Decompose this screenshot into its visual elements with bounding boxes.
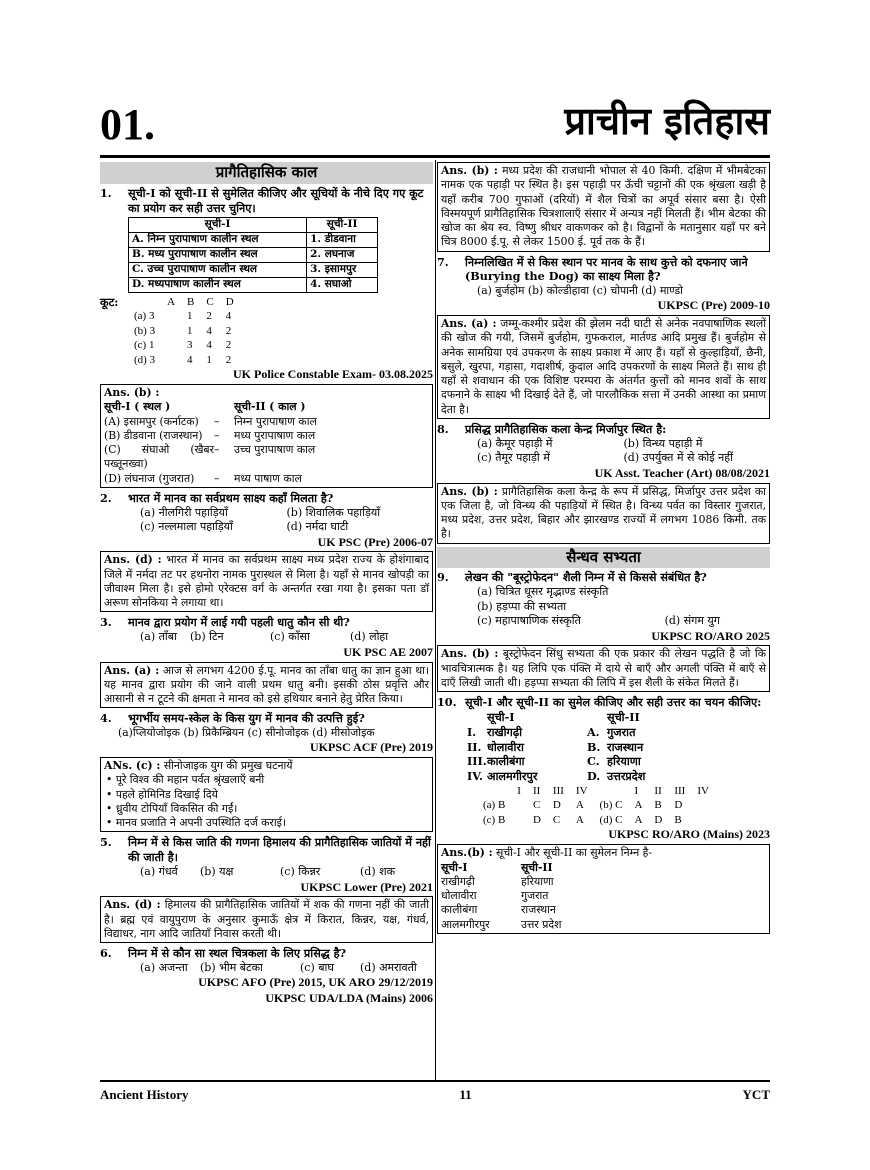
codes-table — [128, 295, 240, 368]
footer — [100, 1086, 770, 1103]
answer-box-2 — [100, 551, 433, 612]
answer-box-3 — [100, 662, 433, 709]
option: (c) नल्लमाला पहाड़ियाँ — [140, 520, 233, 534]
ans-header: सूची-II — [521, 860, 553, 874]
section-heading-prehistoric: प्रागैतिहासिक काल — [100, 162, 433, 184]
code-cell: (d) C — [599, 813, 623, 826]
question-text: मानव द्वारा प्रयोग में लाई गयी पहली धातु कौन सी थी? — [128, 615, 350, 630]
exam-source: UK Asst. Teacher (Art) 08/08/2021 — [594, 465, 770, 480]
question-text: सूची-I को सूची-II से सुमेलित कीजिए और सूचियों के नीचे दिए गए कूट का प्रयोग कर सही उत्तर चुनिए। — [128, 185, 424, 215]
exam-source: UKPSC RO/ARO 2025 — [651, 628, 770, 643]
option: (b) टिन — [190, 630, 224, 644]
question-text: निम्न में से कौन सा स्थल चित्रकला के लिए प्रसिद्ध है? — [128, 946, 347, 961]
code-cell: A — [634, 813, 643, 826]
options — [437, 585, 770, 629]
code-cell: 2 — [206, 310, 212, 323]
code-cell: 4 — [225, 310, 232, 323]
code-cell: (d) 3 — [134, 353, 156, 366]
question-number: 4. — [100, 711, 112, 726]
code-cell: D — [552, 799, 561, 812]
code-head: I — [634, 784, 639, 797]
code-cell: 2 — [225, 353, 232, 366]
answer-text: बूस्ट्रोफेदन सिंधु सभ्यता की एक प्रकार की लेखन पद्धति है जो कि भावचित्रात्मक है। यह लिपि एक पंक्ति में दाये से बाएँ और अगली पंक्ति में बाएँ से दाएँ लिखी जाती थी। हड़प्पा सभ्यता की लिपि में इस शैली के संकेत मिलते हैं। — [441, 647, 766, 689]
option: (c) काँसा — [270, 630, 310, 644]
options — [100, 506, 433, 535]
table-cell: B. मध्य पुरापाषाण कालीन स्थल — [129, 248, 307, 263]
list-cell: राजस्थान — [607, 739, 644, 754]
answer-box-8 — [437, 483, 770, 544]
answer-text: आज से लगभग 4200 ई.पू. मानव का ताँबा धातु का ज्ञान हुआ था। यह मानव द्वारा प्रयोग की जाने वाली प्रथम धातु बनी। इसकी ठोस प्रवृत्ति और आसानी से न टूटने की क्षमता ने मानव को इसे हथियार बनाने हेतु प्रेरित किया। — [104, 663, 430, 706]
list-cell: धोलावीरा — [487, 739, 524, 754]
table-header: सूची-II — [307, 218, 378, 233]
code-cell: 4 — [187, 353, 193, 366]
match-table — [128, 217, 378, 292]
ans-cell: राखीगढ़ी — [441, 874, 475, 888]
ans-cell: (D) लंघनाज (गुजरात) — [104, 471, 195, 485]
code-cell: (a) B — [483, 799, 506, 812]
question-text: सूची-I और सूची-II का सुमेल कीजिए और सही उत्तर का चयन कीजिए: — [465, 695, 762, 710]
answer-box-7 — [437, 315, 770, 419]
option: (d) शक — [360, 865, 396, 878]
option: (b) यक्ष — [200, 865, 234, 878]
code-cell: C — [532, 799, 541, 812]
option: (d) लोहा — [350, 630, 389, 644]
answer-box-1 — [100, 384, 433, 488]
code-cell: (b) 3 — [134, 324, 156, 337]
ans-header: सूची-I ( स्थल ) — [104, 400, 171, 414]
list-header: सूची-I — [487, 710, 515, 725]
code-head: C — [206, 295, 214, 308]
table-cell: 2. लघनाज — [307, 248, 378, 263]
code-head: A — [167, 295, 176, 308]
question-number: 7. — [437, 254, 449, 269]
code-cell: D — [674, 799, 683, 812]
list-cell: राखीगढ़ी — [487, 724, 523, 739]
question-1 — [100, 186, 433, 216]
exam-source: UK PSC (Pre) 2006-07 — [317, 534, 433, 549]
question-text: प्रसिद्ध प्रागैतिहासिक कला केन्द्र मिर्जापुर स्थित है: — [465, 421, 667, 436]
option: (a) कैमूर पहाड़ी में — [477, 436, 553, 450]
option: (a) चित्रित धूसर मृद्भाण्ड संस्कृति — [477, 585, 609, 599]
left-column — [100, 162, 433, 1007]
option: (b) विन्ध्य पहाड़ी में — [623, 436, 703, 450]
list-cell: D. — [587, 769, 601, 784]
answer-text: जम्मू-कश्मीर प्रदेश की झेलम नदी घाटी से अनेक नवपाषाणिक स्थलों की खोज की गयी, जिसमें बुर्जहोम, गुफकराल, मार्तण्ड आदि प्रमुख हैं। बुर्जहोम से अनेक सामग्रिया एवं उपकरण के साक्ष्य प्रकाश में आए हैं। यहाँ से कुल्हाड़ियाँ, छैनी, बसुले, खुरपा, गड़ासा, गदाशीर्ष, कुदाल आदि उपकरणों के साक्ष्य मिलते हैं। साथ ही यहाँ से शवाधान की एक विशिष्ट परम्परा के अंतर्गत कुत्तों को मानव शवों के साथ दफनाने के साक्ष्य भी दिखाई देते हैं, जो पारलौकिक सत्ता में उनकी आस्था का प्रमाण देता है। — [441, 317, 766, 416]
code-cell: 1 — [187, 324, 193, 337]
table-cell: D. मध्यपाषाण कालीन स्थल — [129, 277, 307, 292]
answer-label: Ans.(b) : — [441, 846, 493, 860]
ans-cell: कालीबंगा — [441, 903, 478, 917]
question-7 — [437, 255, 770, 285]
question-3 — [100, 615, 433, 630]
ans-header: सूची-II ( काल ) — [234, 400, 306, 414]
ans-header: सूची-I — [441, 860, 468, 874]
answer-box-9 — [437, 645, 770, 692]
option: (a) अजन्ता — [140, 960, 188, 974]
list-cell: IV. — [467, 769, 483, 784]
answer-label: ANs. (c) : — [104, 759, 161, 773]
option: (a) गंधर्व — [140, 865, 178, 878]
question-text: निम्न में से किस जाति की गणना हिमालय की प्रागैतिहासिक जातियों में नहीं की जाती है। — [128, 835, 431, 865]
bullet-item: • मानव प्रजाति ने अपनी उपस्थिति दर्ज कराई। — [106, 816, 287, 830]
code-cell: D — [654, 813, 663, 826]
question-8 — [437, 422, 770, 437]
list-cell: आलमगीरपुर — [487, 769, 538, 784]
options — [100, 865, 433, 880]
question-number: 8. — [437, 421, 449, 436]
table-cell: 3. इसामपुर — [307, 262, 378, 277]
question-text: भूगर्भीय समय-स्केल के किस युग में मानव की उत्पत्ति हुई? — [128, 711, 365, 726]
footer-rule — [100, 1080, 770, 1082]
options — [100, 961, 433, 976]
ans-cell: राजस्थान — [521, 903, 556, 917]
option: (b) भीम बेटका — [200, 960, 263, 974]
match-list — [437, 710, 770, 784]
answer-box-5 — [100, 896, 433, 943]
option: (c) महापाषाणिक संस्कृति — [477, 614, 581, 628]
question-number: 9. — [437, 570, 449, 585]
ans-cell: (A) इसामपुर (कर्नाटक) — [104, 414, 199, 428]
options: (a) बुर्जहोम (b) कोल्डीहावा (c) चोपानी (d) माण्डो — [477, 284, 683, 298]
code-cell: (c) 1 — [134, 339, 155, 352]
chapter-number: 01. — [100, 100, 155, 149]
answer-text: प्रागैतिहासिक कला केन्द्र के रूप में प्रसिद्ध, मिर्जापुर उत्तर प्रदेश का एक जिला है, जो विन्ध्य की पहाड़ियों में स्थित है। विन्ध्य पर्वत का विस्तार गुजरात, मध्य प्रदेश, उत्तर प्रदेश, बिहार और झारखण्ड राज्यों में लगभग 1086 किमी. तक है। — [441, 484, 766, 541]
code-cell: A — [575, 813, 584, 826]
answer-label: Ans. (b) : — [441, 647, 499, 661]
code-label: कूट: — [100, 294, 119, 309]
ans-cell: आलमगीरपुर — [441, 917, 490, 931]
question-number: 5. — [100, 835, 112, 850]
code-cell: B — [674, 813, 682, 826]
option: (d) संगम युग — [664, 614, 720, 628]
answer-label: Ans. (b) : — [441, 164, 498, 177]
code-cell: C — [552, 813, 561, 826]
question-4 — [100, 711, 433, 726]
question-number: 1. — [100, 185, 112, 200]
list-cell: II. — [467, 739, 482, 754]
exam-source: UKPSC ACF (Pre) 2019 — [310, 740, 433, 755]
code-cell: (a) 3 — [134, 310, 155, 323]
answer-box-10 — [437, 844, 770, 934]
code-head: IV — [697, 784, 709, 797]
code-cell: A — [634, 799, 643, 812]
options — [100, 630, 433, 645]
answer-box-6 — [437, 162, 770, 252]
answer-label: Ans. (b) : — [441, 484, 498, 498]
column-divider — [435, 160, 436, 1080]
table-cell: 4. सघाओ — [307, 277, 378, 292]
ans-cell: हरियाणा — [521, 874, 554, 888]
question-number: 2. — [100, 490, 112, 505]
exam-source: UK Police Constable Exam- 03.08.2025 — [233, 367, 433, 382]
option: (a) ताँबा — [140, 630, 177, 644]
ans-cell: – — [214, 414, 220, 428]
options: (a)प्लियोजोइक (b) प्रिकैम्ब्रियन (c) सीनोजोइक (d) मीसोजोइक — [118, 726, 375, 740]
right-column — [437, 162, 770, 937]
bullet-item: • ध्रुवीय टोपियाँ विकसित की गईं। — [106, 801, 238, 815]
answer-label: Ans. (d) : — [104, 898, 161, 912]
ans-cell: (B) डीडवाना (राजस्थान) — [104, 428, 203, 442]
exam-source: UKPSC UDA/LDA (Mains) 2006 — [265, 991, 433, 1006]
code-head: II — [654, 784, 662, 797]
question-text: लेखन की "बूस्ट्रोफेदन" शैली निम्न में से किससे संबंधित है? — [465, 570, 707, 585]
ans-cell: निम्न पुरापाषाण काल — [234, 414, 317, 428]
question-text: निम्नलिखित में से किस स्थान पर मानव के साथ कुत्ते को दफनाए जाने (Burying the Dog) का साक्ष्य मिला है? — [465, 254, 748, 284]
code-cell: B — [654, 799, 662, 812]
list-cell: गुजरात — [607, 724, 636, 739]
ans-cell: धोलावीरा — [441, 889, 477, 903]
code-cell: 1 — [187, 310, 193, 323]
table-cell: A. निम्न पुरापाषाण कालीन स्थल — [129, 233, 307, 248]
code-cell: 4 — [206, 339, 212, 352]
code-head: II — [532, 784, 541, 797]
option: (d) उपर्युक्त में से कोई नहीं — [623, 451, 733, 465]
option: (c) तैमूर पहाड़ी में — [477, 451, 550, 465]
code-cell: (c) B — [483, 813, 506, 826]
code-cell: 4 — [206, 324, 212, 337]
question-2 — [100, 491, 433, 506]
options — [437, 437, 770, 466]
answer-label: Ans. (b) : — [104, 386, 160, 400]
option: (c) किन्नर — [280, 865, 321, 878]
option: (c) बाघ — [300, 960, 334, 974]
ans-cell: मध्य पुरापाषाण काल — [234, 428, 316, 442]
option: (b) हड़प्पा की सभ्यता — [477, 599, 567, 613]
ans-cell: गुजरात — [521, 889, 549, 903]
list-cell: कालीबंगा — [487, 754, 525, 769]
code-cell: 1 — [206, 353, 212, 366]
ans-cell: – — [214, 428, 220, 442]
option: (b) शिवालिक पहाड़ियाँ — [286, 505, 381, 519]
chapter-title: प्राचीन इतिहास — [564, 99, 770, 143]
exam-source: UK PSC AE 2007 — [343, 644, 433, 659]
answer-text: मध्य प्रदेश की राजधानी भोपाल से 40 किमी. दक्षिण में भीमबेटका नामक एक पहाड़ी पर स्थित है। इस पहाड़ी पर ऊँची चट्टानों की एक श्रृंखला खड़ी है यहाँ करीब 700 गुफाओं (दरियों) में शैल चित्रों का अपूर्व संसार बसा है। ऐसी विस्मयपूर्ण प्रागैतिहासिक चित्रशालाएँ संसार में अन्यत्र नहीं मिलती हैं। भीम बेटका की खोज का श्रेय स्व. विष्णु श्रीधर वाकणकर को है। विद्वानों के मतानुसार यहाँ पर बने चित्र 8000 ई.पू. से लेकर 1500 ई. पूर्व तक के हैं। — [441, 164, 767, 249]
header-rule — [100, 155, 770, 158]
code-head: D — [225, 295, 234, 308]
list-cell: III. — [467, 754, 487, 769]
answer-label: Ans. (a) : — [441, 317, 497, 331]
list-cell: I. — [467, 724, 477, 739]
ans-cell: उत्तर प्रदेश — [521, 917, 562, 931]
code-cell: (b) C — [599, 799, 623, 812]
exam-source: UKPSC RO/ARO (Mains) 2023 — [608, 827, 770, 842]
table-cell: C. उच्च पुरापाषाण कालीन स्थल — [129, 262, 307, 277]
code-cell: 3 — [187, 339, 193, 352]
question-5 — [100, 835, 433, 865]
answer-intro: सीनोजाइक युग की प्रमुख घटनायें — [163, 759, 293, 773]
ans-cell: मध्य पाषाण काल — [234, 471, 302, 485]
code-head: III — [552, 784, 564, 797]
list-cell: A. — [587, 724, 600, 739]
question-number: 6. — [100, 946, 112, 961]
question-9 — [437, 570, 770, 585]
code-head: B — [187, 295, 195, 308]
codes-table — [477, 784, 715, 828]
list-cell: C. — [587, 754, 600, 769]
list-cell: हरियाणा — [607, 754, 641, 769]
list-header: सूची-II — [607, 710, 640, 725]
footer-publisher: YCT — [742, 1087, 770, 1102]
question-number: 3. — [100, 615, 112, 630]
answer-label: Ans. (d) : — [104, 553, 162, 567]
exam-source: UKPSC Lower (Pre) 2021 — [300, 879, 433, 894]
table-cell: 1. डीडवाना — [307, 233, 378, 248]
list-cell: उत्तरप्रदेश — [607, 769, 646, 784]
bullet-item: • पूरे विश्व की महान पर्वत श्रृंखलाएँ बनी — [106, 773, 265, 787]
ans-cell: – — [214, 443, 220, 457]
section-heading-indus: सैन्धव सभ्यता — [437, 547, 770, 569]
code-head: I — [517, 784, 521, 797]
answer-text: हिमालय की प्रागैतिहासिक जातियों में शक की गणना नहीं की जाती है। ब्रह्म एवं वायुपुराण के अनुसार कुमाऊँ क्षेत्र में किरात, किन्नर, यक्ष, गंधर्व, विद्याधर, नाग आदि जातियाँ निवास करती थी। — [104, 898, 429, 940]
option: (d) नर्मदा घाटी — [286, 520, 349, 534]
code-head: IV — [575, 784, 588, 797]
page-number: 11 — [459, 1087, 472, 1102]
question-number: 10. — [437, 695, 457, 710]
answer-text: भारत में मानव का सर्वप्रथम साक्ष्य मध्य प्रदेश राज्य के होशंगाबाद जिले में नर्मदा तट पर हथनोरा नामक पुरास्थल से मिला है। यहाँ से मानव खोपड़ी का जीवाश्म मिला है। इसे होमो एरेक्टस वर्ग के अन्तर्गत रखा गया है। इसका पता डॉ अरूण सोनकिया ने लगाया था। — [104, 553, 429, 610]
code-cell: A — [575, 799, 584, 812]
exam-source: UKPSC (Pre) 2009-10 — [657, 298, 770, 313]
code-cell: D — [532, 813, 541, 826]
list-cell: B. — [587, 739, 601, 754]
code-cell: 2 — [225, 339, 232, 352]
footer-subject: Ancient History — [100, 1087, 189, 1102]
question-text: भारत में मानव का सर्वप्रथम साक्ष्य कहाँ मिलता है? — [128, 490, 334, 505]
exam-source: UKPSC AFO (Pre) 2015, UK ARO 29/12/2019 — [198, 975, 433, 990]
answer-label: Ans. (a) : — [104, 663, 160, 677]
table-header: सूची-I — [129, 218, 307, 233]
ans-cell: उच्च पुरापाषाण काल — [234, 443, 316, 457]
question-6 — [100, 946, 433, 961]
option: (a) नीलगिरी पहाड़ियाँ — [140, 505, 228, 519]
option: (d) अमरावती — [360, 960, 417, 974]
ans-cell: (C) संघाओ (खैबर पख्तूनख्वा) — [104, 443, 214, 471]
code-head: III — [674, 784, 686, 797]
code-cell: 2 — [225, 324, 232, 337]
question-10 — [437, 695, 770, 710]
answer-box-4 — [100, 757, 433, 832]
ans-cell: – — [214, 471, 220, 485]
answer-intro: सूची-I और सूची-II का सुमेलन निम्न है- — [496, 846, 653, 860]
bullet-item: • पहले होमिनिड दिखाई दिये — [106, 787, 218, 801]
